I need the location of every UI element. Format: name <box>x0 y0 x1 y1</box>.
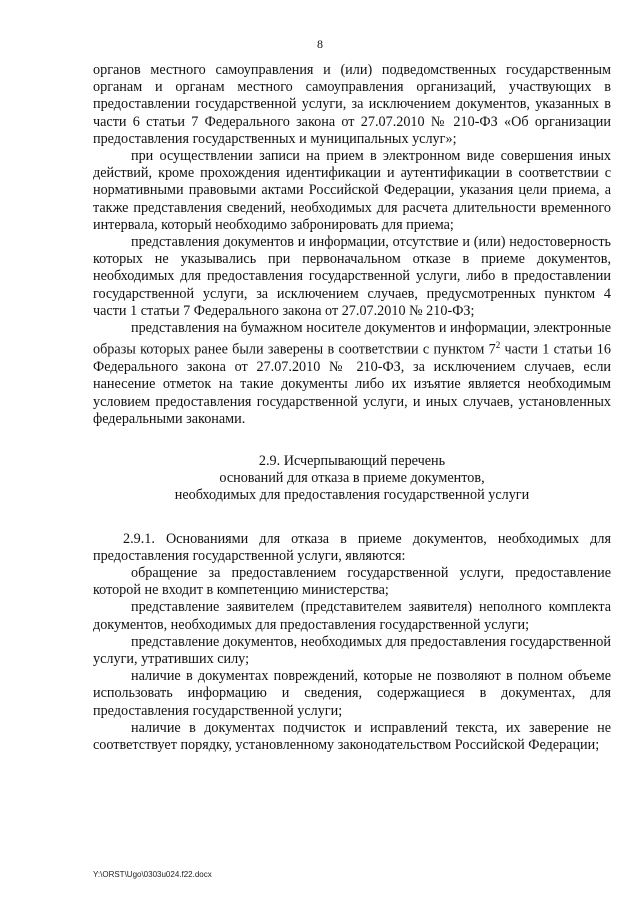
paragraph: 2.9.1. Основаниями для отказа в приеме документов, необходимых для предоставления государственной услуги, являются: <box>93 530 611 564</box>
paragraph: наличие в документах повреждений, которые не позволяют в полном объеме использовать информацию и сведения, содержащиеся в документах, для предоставления государственной услуги; <box>93 668 611 719</box>
heading-line: оснований для отказа в приеме документов, <box>219 470 485 487</box>
paragraph: наличие в документах подчисток и исправлений текста, их заверение не соответствует порядку, установленному законодательством Российской Федерации; <box>93 719 611 754</box>
superscript: 2 <box>495 340 501 351</box>
paragraph-text: представления на бумажном носителе документов и информации, электронные образы которых ранее были заверены в соответствии с пунктом 7 <box>93 320 611 358</box>
paragraph: представление документов, необходимых для предоставления государственной услуги, утративших силу; <box>93 633 611 668</box>
paragraph <box>93 320 611 428</box>
document-body <box>93 62 611 754</box>
paragraph-text: части 1 статьи 16 Федерального закона от 27.07.2010 № 210-ФЗ, за исключением случаев, если нанесение отметок на такие документы либо их изъятие является необходимым условием предоставления государственной услуги, и иных случаев, установленных федеральными законами. <box>93 341 611 427</box>
heading-line: необходимых для предоставления государственной услуги <box>174 487 530 504</box>
paragraph: представления документов и информации, отсутствие и (или) недостоверность которых не указывались при первоначальном отказе в приеме документов, необходимых для предоставления государственной услуги, либо в предоставлении государственной услуги, за исключением случаев, предусмотренных пунктом 4 части 1 статьи 7 Федерального закона от 27.07.2010 № 210-ФЗ; <box>93 234 611 319</box>
footer-file-path: Y:\ORST\Ugo\0303u024.f22.docx <box>93 870 212 879</box>
page-number: 8 <box>317 37 323 51</box>
paragraph: обращение за предоставлением государственной услуги, предоставление которой не входит в компетенцию министерства; <box>93 565 611 599</box>
paragraph: при осуществлении записи на прием в электронном виде совершения иных действий, кроме прохождения идентификации и аутентификации в соответствии с нормативными правовыми актами Российской Федерации, указания цели приема, а также представления сведений, необходимых для расчета длительности временного интервала, который необходимо забронировать для приема; <box>93 148 611 233</box>
heading-line: 2.9. Исчерпывающий перечень <box>258 453 446 469</box>
paragraph: органов местного самоуправления и (или) подведомственных государственным органам и органам местного самоуправления организаций, участвующих в предоставлении государственной услуги, за исключением документов, указанных в части 6 статьи 7 Федерального закона от 27.07.2010 № 210-ФЗ «Об организации предоставления государственных и муниципальных услуг»; <box>93 62 611 147</box>
section-heading <box>93 453 611 505</box>
paragraph: представление заявителем (представителем заявителя) неполного комплекта документов, необходимых для предоставления государственной услуги; <box>93 599 611 633</box>
